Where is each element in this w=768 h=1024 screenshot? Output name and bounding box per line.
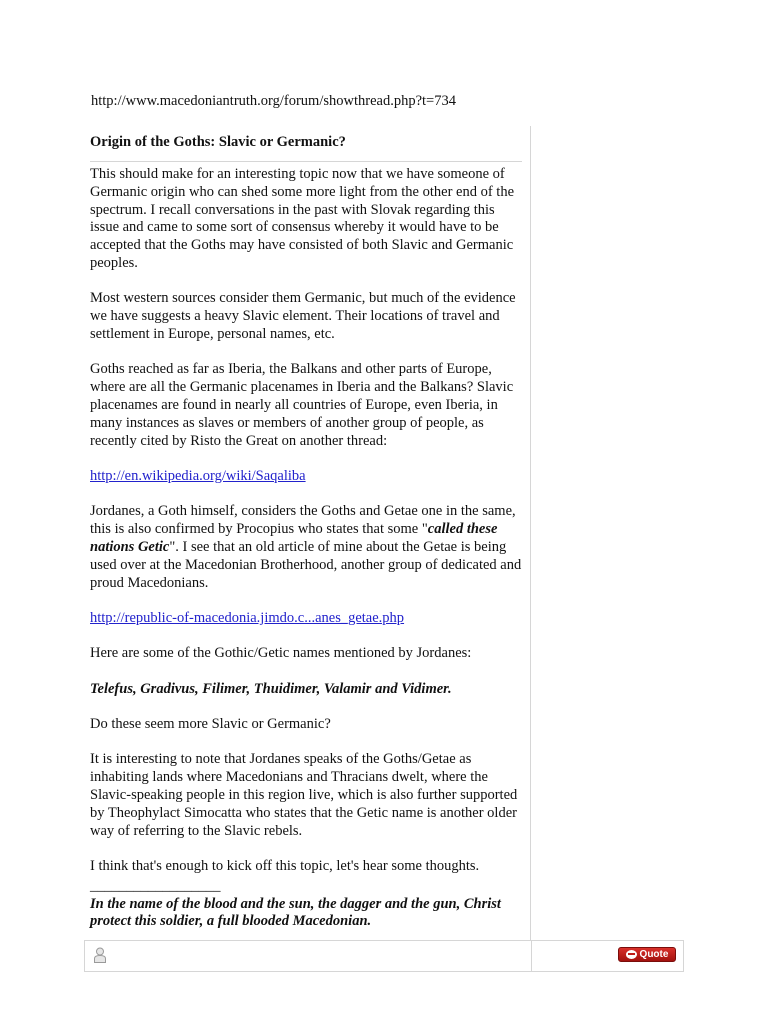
post-paragraph: It is interesting to note that Jordanes speaks of the Goths/Getae as inhabiting lands where Macedonians and Thracians dwelt, where the Slavic-speaking people in this region live, which is also further supported by Theophylact Simocatta who states that the Getic name is another older way of referring to the Slavic rebels. (90, 751, 518, 839)
quote-button[interactable] (618, 947, 676, 962)
post-body (90, 162, 524, 931)
post-paragraph: Here are some of the Gothic/Getic names mentioned by Jordanes: (90, 645, 472, 662)
post-paragraph: I think that's enough to kick off this topic, let's hear some thoughts. (90, 858, 480, 875)
saqaliba-link[interactable]: http://en.wikipedia.org/wiki/Saqaliba (90, 467, 306, 484)
signature: In the name of the blood and the sun, the dagger and the gun, Christ protect this soldier, a full blooded Macedonian. (90, 895, 501, 930)
footer-divider (531, 941, 532, 971)
emphasis-quote: called these nations Getic (90, 521, 498, 555)
post-paragraph: Most western sources consider them Germanic, but much of the evidence we have suggests a heavy Slavic element. Their locations of travel and settlement in Europe, personal names, etc. (90, 290, 516, 342)
post-paragraph: Do these seem more Slavic or Germanic? (90, 716, 331, 733)
source-url: http://www.macedoniantruth.org/forum/showthread.php?t=734 (91, 93, 456, 109)
quote-icon (626, 950, 637, 959)
signature-divider: __________________ (90, 877, 221, 894)
link-paragraph (90, 610, 524, 628)
post-paragraph (90, 503, 524, 592)
text-span: ". I see that an old article of mine about the Getae is being used over at the Macedonian Brotherhood, another group of dedicated and proud Macedonians. (90, 538, 522, 591)
text-span: Jordanes, a Goth himself, considers the Goths and Getae one in the same, this is also confirmed by Procopius who states that some " (90, 503, 516, 538)
forum-post (90, 126, 531, 941)
post-paragraph: This should make for an interesting topic now that we have someone of Germanic origin who can shed some more light from the other end of the spectrum. I recall conversations in the past with Slovak regarding this issue and came to some sort of consensus whereby it would have to be accepted that the Goths may have consisted of both Slavic and Germanic peoples. (90, 166, 515, 271)
macedonia-getae-link[interactable]: http://republic-of-macedonia.jimdo.c...anes_getae.php (90, 609, 405, 626)
post-paragraph: Goths reached as far as Iberia, the Balkans and other parts of Europe, where are all the Germanic placenames in Iberia and the Balkans? Slavic placenames are found in nearly all countries of Europe, even Iberia, in many instances as slaves or members of another group of people, as recently cited by Risto the Great on another thread: (90, 361, 514, 449)
gothic-names: Telefus, Gradivus, Filimer, Thuidimer, Valamir and Vidimer. (90, 680, 452, 697)
quote-label: Quote (639, 949, 669, 960)
post-title: Origin of the Goths: Slavic or Germanic? (90, 126, 522, 162)
post-footer (84, 940, 684, 972)
user-offline-icon (93, 947, 107, 963)
link-paragraph (90, 468, 524, 486)
